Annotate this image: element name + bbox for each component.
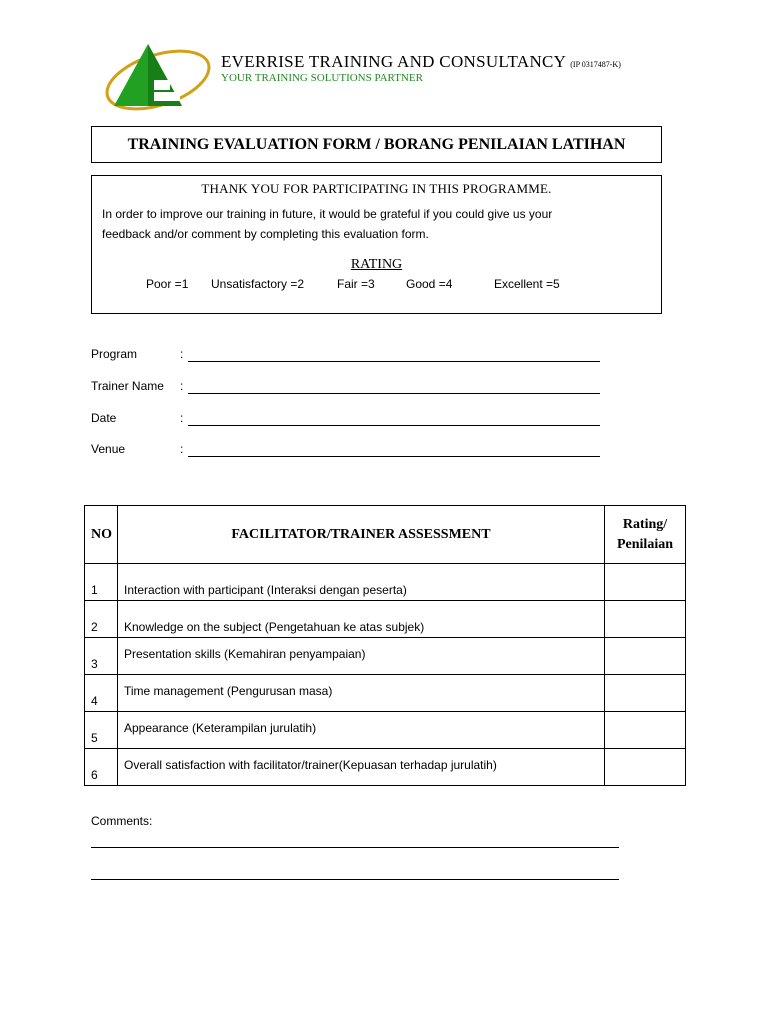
row-criterion: Overall satisfaction with facilitator/trainer(Kepuasan terhadap jurulatih) [118,749,605,786]
company-tagline: YOUR TRAINING SOLUTIONS PARTNER [221,72,423,84]
header-no: NO [85,506,118,564]
rating-scale-poor: Poor =1 [146,277,189,291]
company-registration: (IP 0317487-K) [570,60,621,69]
program-field[interactable] [188,361,600,362]
row-number: 3 [85,638,118,675]
comment-line-2[interactable] [91,879,619,880]
rating-cell[interactable] [605,564,686,601]
rating-cell[interactable] [605,749,686,786]
table-row [85,564,686,601]
program-colon: : [180,347,184,361]
header-rating-line-1: Rating/ [622,516,668,532]
comment-line-1[interactable] [91,847,619,848]
row-criterion: Knowledge on the subject (Pengetahuan ke atas subjek) [118,601,605,638]
row-number: 1 [85,564,118,601]
rating-scale-unsatisfactory: Unsatisfactory =2 [211,277,305,291]
program-label: Program [91,347,138,361]
form-title: TRAINING EVALUATION FORM / BORANG PENILAIAN LATIHAN [127,135,626,153]
row-criterion: Time management (Pengurusan masa) [118,675,605,712]
intro-box [91,175,662,314]
table-header-row [85,506,686,564]
date-field[interactable] [188,425,600,426]
header-rating [605,506,686,564]
rating-cell[interactable] [605,601,686,638]
venue-field[interactable] [188,456,600,457]
intro-text-line-1: In order to improve our training in future, it would be grateful if you could give us your [102,207,553,221]
trainer-name-colon: : [180,379,184,393]
venue-colon: : [180,442,184,456]
row-number: 2 [85,601,118,638]
trainer-name-field[interactable] [188,393,600,394]
row-criterion: Interaction with participant (Interaksi dengan peserta) [118,564,605,601]
row-criterion: Presentation skills (Kemahiran penyampaian) [118,638,605,675]
row-number: 5 [85,712,118,749]
row-number: 6 [85,749,118,786]
table-row [85,749,686,786]
rating-cell[interactable] [605,675,686,712]
venue-label: Venue [91,442,126,456]
date-label: Date [91,411,117,425]
intro-text-line-2: feedback and/or comment by completing this evaluation form. [102,227,429,241]
company-name [221,52,621,72]
rating-cell[interactable] [605,712,686,749]
comments-label: Comments: [91,814,153,828]
rating-scale-good: Good =4 [406,277,453,291]
pyramid-logo-icon [102,40,214,118]
table-row [85,712,686,749]
thank-you-heading: THANK YOU FOR PARTICIPATING IN THIS PROGRAMME. [201,181,552,196]
row-criterion: Appearance (Keterampilan jurulatih) [118,712,605,749]
form-title-box [91,126,662,163]
row-number: 4 [85,675,118,712]
header-assessment: FACILITATOR/TRAINER ASSESSMENT [118,506,605,564]
table-row [85,601,686,638]
company-name-text: EVERRISE TRAINING AND CONSULTANCY [221,52,567,71]
table-row [85,638,686,675]
trainer-name-label: Trainer Name [91,379,164,393]
date-colon: : [180,411,184,425]
table-row [85,675,686,712]
assessment-table [84,505,686,786]
rating-cell[interactable] [605,638,686,675]
rating-scale-excellent: Excellent =5 [494,277,560,291]
rating-scale-fair: Fair =3 [337,277,375,291]
header-rating-line-2: Penilaian [616,536,673,552]
rating-heading: RATING [350,257,403,272]
